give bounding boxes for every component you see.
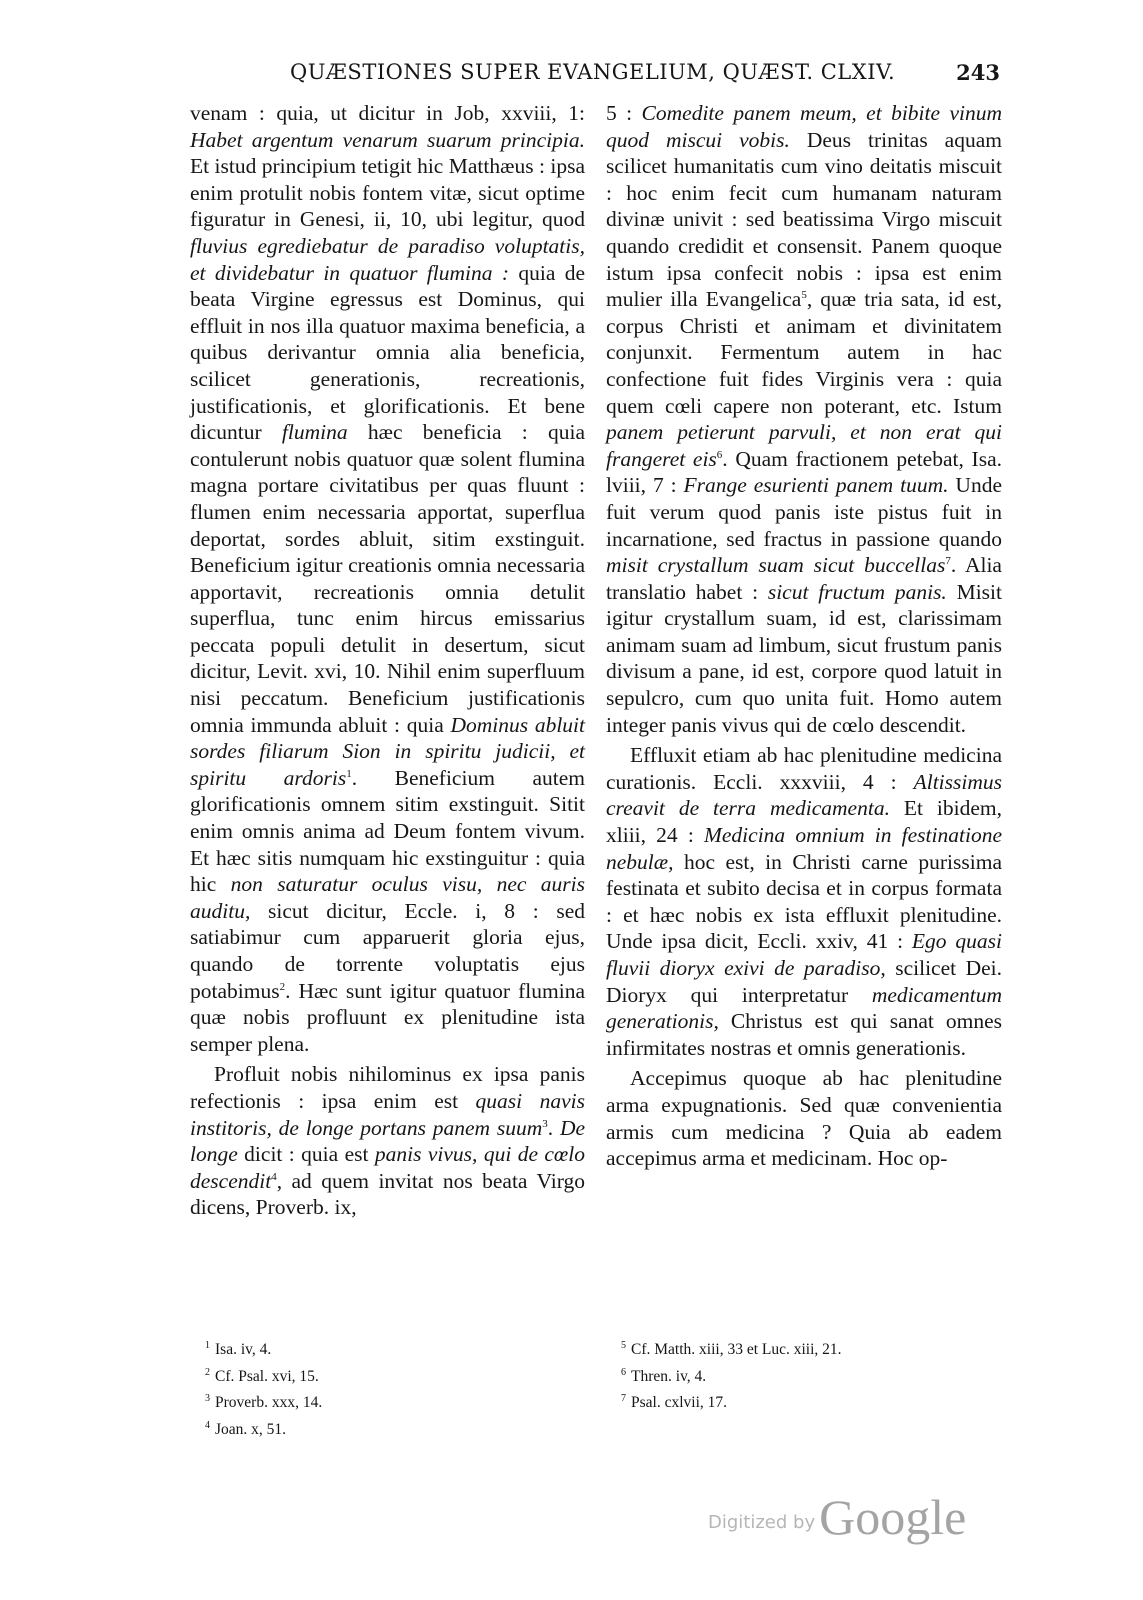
footnote-number: 5 [621, 1340, 626, 1351]
footnote-ref: 7 [945, 554, 951, 567]
italic-quotation: sicut fructum panis. [767, 579, 947, 604]
italic-quotation: Ego quasi fluvii dioryx exivi de paradiso, [606, 929, 1002, 980]
text-run: dicit : quia est [237, 1142, 375, 1167]
text-run: 5 : [606, 101, 642, 125]
italic-quotation: flumina [281, 420, 348, 445]
watermark-logo: Google [819, 1489, 967, 1545]
footnote [205, 1415, 575, 1442]
text-run: scilicet Dei. Dioryx qui interpretatur [606, 956, 1002, 1007]
text-run: Accepimus quoque ab hac plenitudine arma expugnationis. Sed quæ convenientia armis cum medicina ? Quia ab eadem accepimus arma et medicinam. Hoc op- [606, 1066, 1002, 1171]
footnote-text: Proverb. xxx, 14. [215, 1394, 323, 1412]
paragraph-comedite [606, 100, 1002, 738]
footnote [205, 1362, 575, 1389]
footnote-ref: 1 [346, 767, 352, 780]
footnote [205, 1388, 575, 1415]
italic-quotation: Dominus abluit sordes filiarum Sion in spiritu judicii, et spiritu ardoris [190, 712, 585, 790]
italic-quotation: misit crystallum suam sicut buccellas [606, 553, 946, 578]
text-run: Misit igitur crystallum suam, id est, clarissimam animam suam ad limbum, sicut frustum panis divisum a pane, id est, corpore quod latuit in sepulcro, cum quo unita fuit. Homo autem integer panis vivus qui de cœlo descendit. [606, 579, 1002, 737]
text-run: Et ibidem, xliii, 24 : [606, 796, 1002, 848]
footnote-ref: 2 [279, 980, 286, 993]
running-title: QUÆSTIONES SUPER EVANGELIUM, QUÆST. CLXIV. [290, 60, 896, 84]
italic-quotation: Altissimus creavit de terra medicamenta. [606, 769, 1002, 821]
text-run: Unde fuit verum quod panis iste pistus fuit in incarnatione, sed fractus in passione quando [606, 473, 1003, 551]
text-run: . Alia translatio habet : [606, 553, 1002, 604]
paragraph-panis [190, 1061, 585, 1221]
text-run: hoc est, in Christi carne purissima festinata et subito decisa et in corpus formata : et hæc nobis ex ista effluxit plenitudine. Unde ipsa dicit, Eccli. xxiv, 41 : [606, 849, 1002, 954]
italic-quotation: De longe [190, 1115, 586, 1167]
footnote-text: Thren. iv, 4. [631, 1367, 707, 1385]
paragraph-medicina [606, 742, 1002, 1061]
text-run: venam : quia, ut dicitur in Job, xxviii, 1: [190, 101, 585, 125]
text-run: hæc beneficia : quia contulerunt nobis quatuor quæ solent flumina magna portare civitatibus per quas fluunt : flumen enim necessaria apportat, superflua deportat, sordes abluit, sitim exstinguit. Beneficium igitur creationis omnia necessaria apportavit, recreationis omnia detulit superflua, tunc enim hircus emissarius peccata populi detulit in desertum, sicut dicitur, Levit. xvi, 10. Nihil enim superfluum nisi peccatum. Beneficium justificationis omnia immunda abluit : quia [190, 420, 585, 737]
text-run: Profluit nobis nihilominus ex ipsa panis refectionis : ipsa enim est [190, 1062, 585, 1113]
footnote-number: 6 [621, 1366, 626, 1378]
footnote [621, 1335, 1001, 1362]
italic-quotation: Frange esurienti panem tuum. [683, 473, 949, 498]
footnote-ref: 6 [716, 448, 723, 461]
italic-quotation: panis vivus, qui de cœlo descendit [190, 1142, 585, 1193]
footnote-ref: 5 [801, 289, 807, 301]
footnote-number: 2 [205, 1366, 210, 1378]
footnote-number: 1 [205, 1340, 210, 1351]
footnote-number: 4 [205, 1419, 210, 1431]
footnote-ref: 3 [542, 1117, 548, 1130]
watermark-label: Digitized by [708, 1512, 816, 1533]
italic-quotation: quasi navis institoris, de longe portans panem suum [190, 1088, 585, 1140]
text-run: , quæ tria sata, id est, corpus Christi et animam et divinitatem conjunxit. Fermentum autem in hac confectione fuit fides Virginis vera : quia quem cœli capere non poterant, etc. Istum [606, 287, 1002, 418]
left-column [190, 100, 585, 1221]
footnote [621, 1362, 1001, 1389]
text-run: quia de beata Virgine egressus est Dominus, qui effluit in nos illa quatuor maxima beneficia, a quibus derivantur omnia alia beneficia, scilicet generationis, recreationis, justificationis, et glorificationis. Et bene dicuntur [190, 260, 586, 445]
text-run: Christus est qui sanat omnes infirmitates nostras et omnis generationis. [606, 1009, 1002, 1060]
text-run: . Quam fractionem petebat, Isa. lviii, 7 : [606, 446, 1002, 498]
italic-quotation: fluvius egrediebatur de paradiso voluptatis, et dividebatur in quatuor flumina : [190, 233, 585, 285]
italic-quotation: non saturatur oculus visu, nec auris auditu, [190, 872, 585, 923]
italic-quotation: Medicina omnium in festinatione nebulæ, [606, 823, 1002, 874]
text-run: . [547, 1115, 560, 1140]
italic-quotation: medicamentum generationis, [606, 982, 1002, 1034]
digitization-watermark [708, 1488, 966, 1546]
text-run: Effluxit etiam ab hac plenitudine medicina curationis. Eccli. xxxviii, 4 : [606, 743, 1002, 794]
text-run: . Beneficium autem glorificationis omnem sitim exstinguit. Sitit enim omnis anima ad Deum fontem vivum. Et hæc sitis numquam hic exstinguitur : quia hic [190, 765, 585, 897]
text-run: Deus trinitas aquam scilicet humanitatis cum vino deitatis miscuit : hoc enim fecit cum humanam naturam divinæ univit : sed beatissima Virgo miscuit quando credidit et consensit. Panem quoque istum ipsa confecit nobis : ipsa est enim mulier illa Evangelica [606, 127, 1002, 312]
text-run: , ad quem invitat nos beata Virgo dicens, Proverb. ix, [190, 1168, 585, 1220]
paragraph-flumina [190, 100, 585, 1057]
footnote-text: Joan. x, 51. [215, 1421, 287, 1439]
footnotes-left [205, 1335, 575, 1442]
text-run: sicut dicitur, Eccle. i, 8 : sed satiabimur cum apparuerit gloria ejus, quando de torrente voluptatis ejus potabimus [190, 898, 585, 1003]
paragraph-arma [606, 1065, 1002, 1171]
footnote-number: 7 [621, 1393, 626, 1405]
footnote-text: Isa. iv, 4. [215, 1341, 272, 1359]
footnotes-right [621, 1335, 1001, 1415]
running-header [290, 60, 1000, 90]
footnote [205, 1335, 575, 1362]
footnote [621, 1388, 1001, 1415]
italic-quotation: Comedite panem meum, et bibite vinum quod miscui vobis. [606, 101, 1002, 152]
italic-quotation: Habet argentum venarum suarum principia. [190, 127, 585, 152]
right-column [606, 100, 1002, 1172]
footnote-number: 3 [205, 1393, 210, 1405]
footnote-ref: 4 [271, 1170, 277, 1183]
footnote-text: Cf. Matth. xiii, 33 et Luc. xiii, 21. [631, 1341, 842, 1359]
italic-quotation: panem petierunt parvuli, et non erat qui frangeret eis [606, 420, 1002, 471]
footnote-text: Cf. Psal. xvi, 15. [215, 1367, 319, 1385]
footnote-text: Psal. cxlvii, 17. [631, 1394, 728, 1412]
page-number: 243 [956, 60, 1000, 85]
text-run: . Hæc sunt igitur quatuor flumina quæ nobis profluunt ex plenitudine ista semper plena. [190, 978, 585, 1056]
text-run: Et istud principium tetigit hic Matthæus : ipsa enim protulit nobis fontem vitæ, sicut optime figuratur in Genesi, ii, 10, ubi legitur, quod [190, 154, 585, 232]
